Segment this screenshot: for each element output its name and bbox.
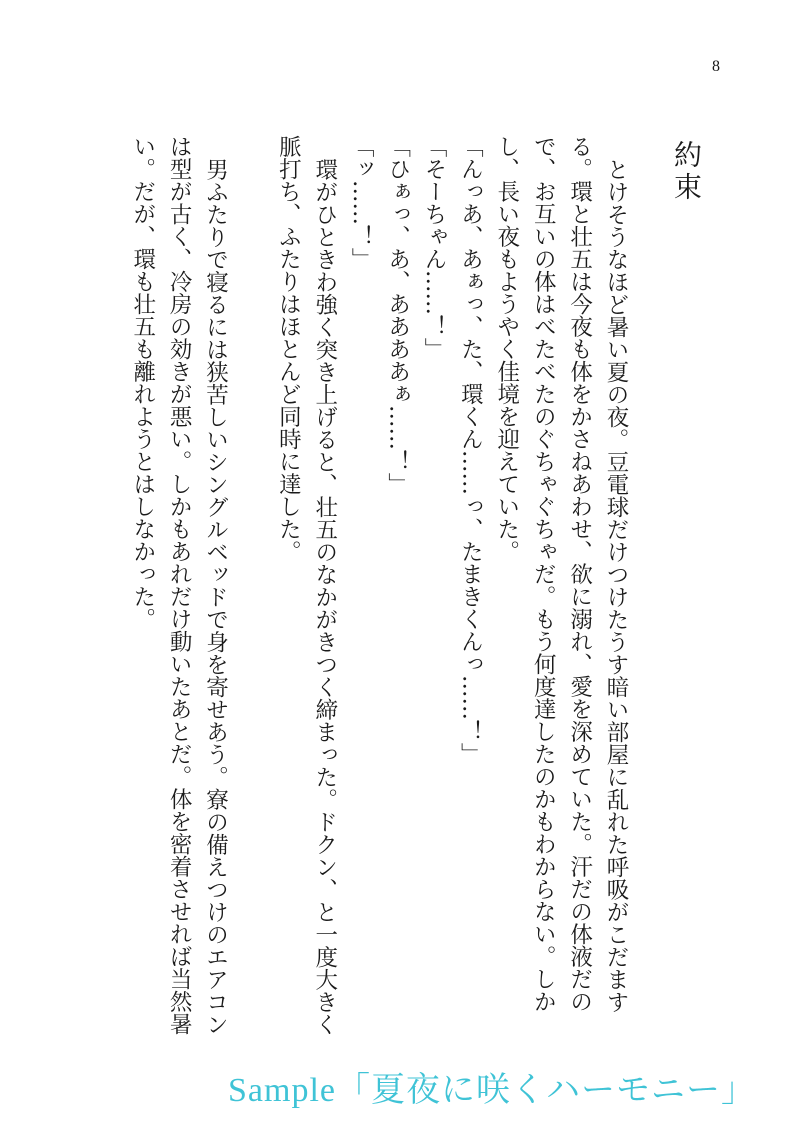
dialogue-3: 「ひぁっ、あ、ああああぁ……！」 (384, 135, 411, 495)
dialogue-4: 「ッ……！」 (348, 135, 375, 270)
chapter-title: 約束 (670, 140, 703, 204)
page-number: 8 (712, 58, 720, 75)
dialogue-2: 「そーちゃん……！」 (420, 135, 447, 360)
paragraph-3: 男ふたりで寝るには狭苦しいシングルベッドで身を寄せあう。寮の備えつけのエアコンは型が古く、冷房の効きが悪い。しかもあれだけ動いたあとだ。体を密着させれば当然暑い。だが、環も壮五も離れようとはしなかった。 (129, 135, 229, 1035)
sample-watermark: Sample「夏夜に咲くハーモニー」 (228, 1072, 756, 1109)
paragraph-1: とけそうなほど暑い夏の夜。豆電球だけつけたうす暗い部屋に乱れた呼吸がこだまする。環と壮五は今夜も体をかさねあわせ、欲に溺れ、愛を深めていた。汗だの体液だので、お互いの体はべたべたのぐちゃぐちゃだ。もう何度達したのかもわからない。しかし、長い夜もようやく佳境を迎えていた。 (493, 135, 629, 1013)
body-text (124, 135, 634, 1055)
blank-line (234, 135, 270, 1055)
paragraph-2: 環がひときわ強く突き上げると、壮五のなかがきつく締まった。ドクン、と一度大きく脈打ち、ふたりはほとんど同時に達した。 (275, 135, 338, 1035)
dialogue-1: 「んっあ、あぁっ、た、環くん……っ、たまきくんっ……！」 (457, 135, 484, 765)
